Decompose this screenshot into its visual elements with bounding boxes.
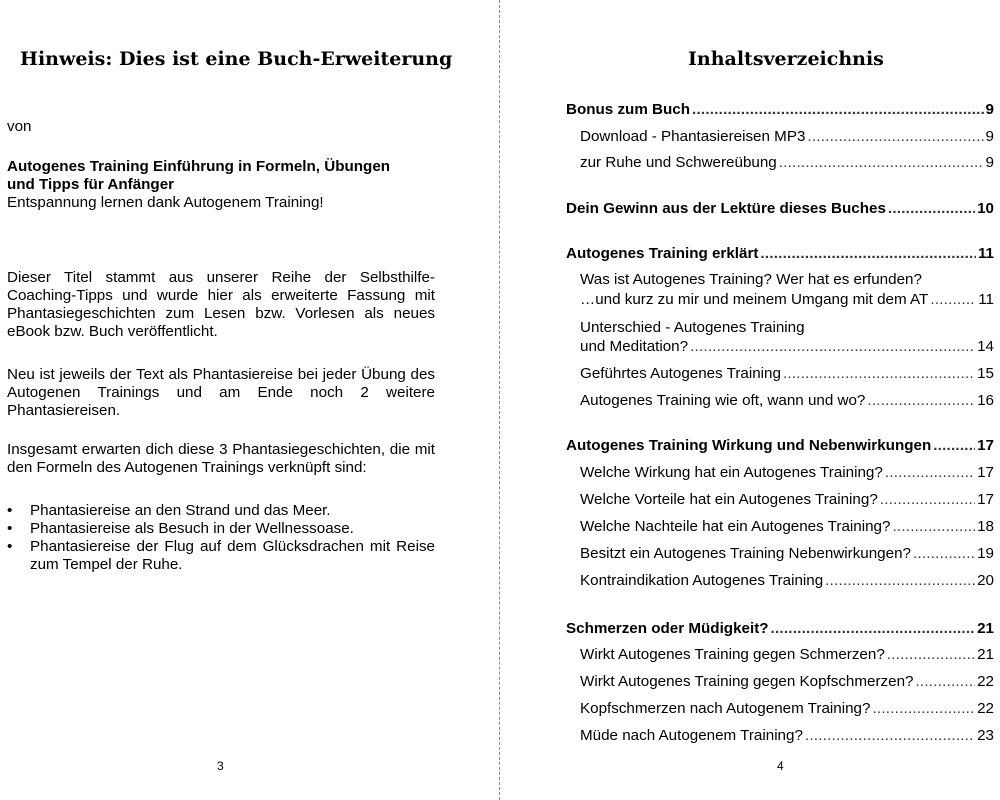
toc-title: Inhaltsverzeichnis	[688, 48, 884, 70]
toc-entry-was-ist[interactable]: …und kurz zu mir und meinem Umgang mit dem AT . . . 11	[580, 291, 994, 309]
new-content-paragraph: Neu ist jeweils der Text als Phantasiereise bei jeder Übung des Autogenen Trainings und am Ende noch 2 weitere Phantasiereisen.	[7, 366, 435, 419]
toc-entry-nebenwirkungen[interactable]: Besitzt ein Autogenes Training Nebenwirkungen? . . . 19	[580, 545, 994, 563]
toc-entry-kopfschmerzen[interactable]: Wirkt Autogenes Training gegen Kopfschmerzen? . . . 22	[580, 673, 994, 691]
toc-entry-wirkung[interactable]: Welche Wirkung hat ein Autogenes Training? . . . 17	[580, 464, 994, 482]
bullet-icon: •	[7, 502, 13, 519]
list-item: • Phantasiereise als Besuch in der Wellnessoase.	[7, 520, 354, 537]
intro-paragraph: Dieser Titel stammt aus unserer Reihe der Selbsthilfe-Coaching-Tipps und wurde hier als erweiterte Fassung mit Phantasiegeschichten zum Lesen bzw. Vorlesen als neues eBook bzw. Buch veröffentlicht.	[7, 269, 435, 340]
toc-entry-schmerzen-section[interactable]: Schmerzen oder Müdigkeit? . . . 21	[566, 620, 994, 638]
page-number: 4	[777, 759, 784, 773]
toc-entry-gewinn[interactable]: Dein Gewinn aus der Lektüre dieses Buches . . . 10	[566, 200, 994, 218]
page-number: 3	[217, 759, 224, 773]
bullet-icon: •	[7, 538, 13, 555]
book-title-line2: und Tipps für Anfänger	[7, 176, 175, 193]
list-item: • Phantasiereise der Flug auf dem Glücksdrachen mit Reise zum Tempel der Ruhe.	[7, 538, 435, 573]
toc-entry-kopfschmerzen-nach[interactable]: Kopfschmerzen nach Autogenem Training? . . . 22	[580, 700, 994, 718]
toc-entry-nachteile[interactable]: Welche Nachteile hat ein Autogenes Training? . . . 18	[580, 518, 994, 536]
von-text: von	[7, 118, 32, 135]
toc-entry-was-ist-line1[interactable]: Was ist Autogenes Training? Wer hat es erfunden?	[580, 271, 922, 288]
toc-entry-download[interactable]: Download - Phantasiereisen MP3 . . . 9	[580, 128, 994, 146]
toc-entry-wie-oft[interactable]: Autogenes Training wie oft, wann und wo? . . . 16	[580, 392, 994, 410]
toc-entry-kontraindikation[interactable]: Kontraindikation Autogenes Training . . . 20	[580, 572, 994, 590]
book-title-line1: Autogenes Training Einführung in Formeln, Übungen	[7, 158, 391, 175]
toc-entry-gefuehrt[interactable]: Geführtes Autogenes Training . . . 15	[580, 365, 994, 383]
bullet-icon: •	[7, 520, 13, 537]
page-title: Hinweis: Dies ist eine Buch-Erweiterung	[20, 48, 453, 70]
story-list	[7, 502, 435, 574]
toc-entry-schmerzen[interactable]: Wirkt Autogenes Training gegen Schmerzen? . . . 21	[580, 646, 994, 664]
toc-entry-unterschied[interactable]: und Meditation? . . . 14	[580, 338, 994, 356]
toc-entry-wirkung-section[interactable]: Autogenes Training Wirkung und Nebenwirkungen . . . 17	[566, 437, 994, 455]
toc-entry-ruhe[interactable]: zur Ruhe und Schwereübung . . . 9	[580, 154, 994, 172]
list-item: • Phantasiereise an den Strand und das Meer.	[7, 502, 331, 519]
book-subtitle: Entspannung lernen dank Autogenem Training!	[7, 194, 324, 211]
toc-entry-erklaert[interactable]: Autogenes Training erklärt . . . 11	[566, 245, 994, 263]
toc-entry-vorteile[interactable]: Welche Vorteile hat ein Autogenes Training? . . . 17	[580, 491, 994, 509]
toc-entry-muede[interactable]: Müde nach Autogenem Training? . . . 23	[580, 727, 994, 745]
toc-entry-unterschied-line1[interactable]: Unterschied - Autogenes Training	[580, 319, 805, 336]
left-page	[0, 0, 499, 800]
toc-entry-bonus[interactable]: Bonus zum Buch . . . 9	[566, 101, 994, 119]
right-page	[500, 0, 1000, 800]
stories-paragraph: Insgesamt erwarten dich diese 3 Phantasiegeschichten, die mit den Formeln des Autogenen Trainings verknüpft sind:	[7, 441, 435, 476]
